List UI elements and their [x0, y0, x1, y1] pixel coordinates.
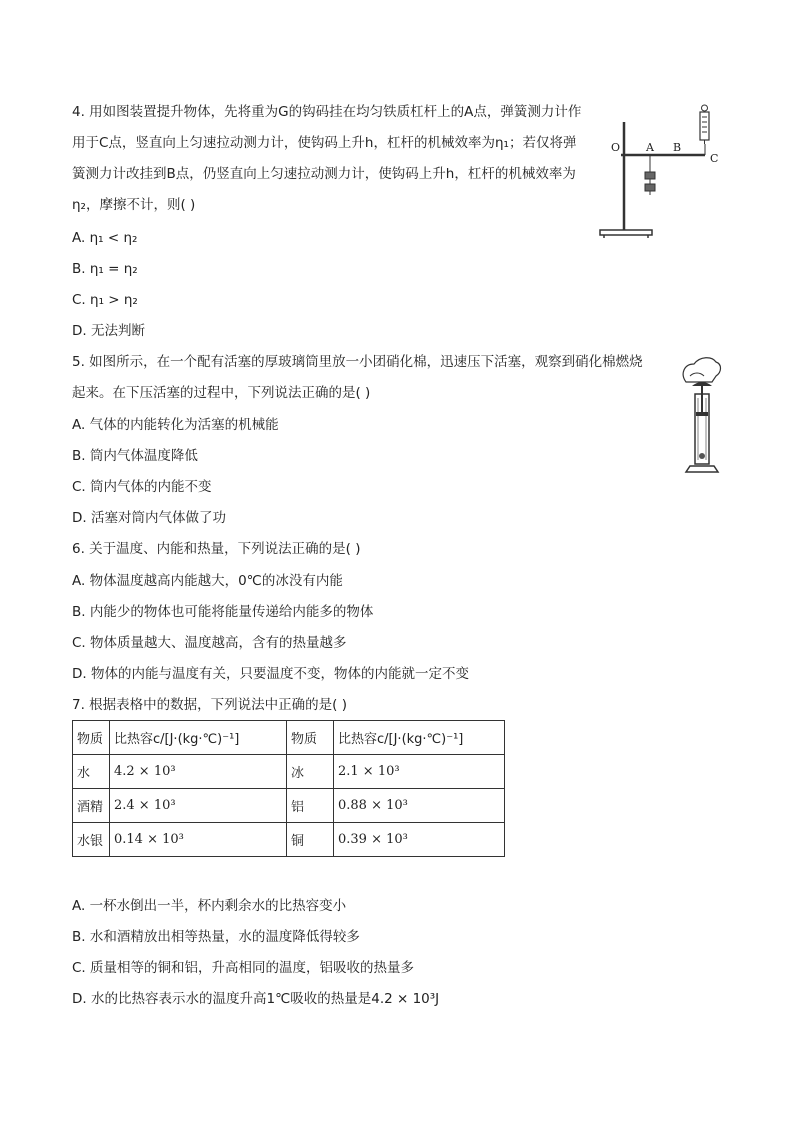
q6-question: 6. 关于温度、内能和热量，下列说法正确的是( )	[72, 541, 361, 557]
table-cell: 4.2 × 10³	[110, 755, 287, 789]
q4-option-c[interactable]: C. η₁ > η₂	[72, 292, 138, 308]
q4-option-d[interactable]: D. 无法判断	[72, 323, 145, 339]
label-a: A	[646, 141, 654, 154]
table-cell: 0.88 × 10³	[334, 789, 505, 823]
q7-option-b[interactable]: B. 水和酒精放出相等热量，水的温度降低得较多	[72, 929, 360, 945]
q6-option-c[interactable]: C. 物体质量越大、温度越高，含有的热量越多	[72, 635, 347, 651]
q4-option-a[interactable]: A. η₁ < η₂	[72, 230, 138, 246]
q6-option-a[interactable]: A. 物体温度越高内能越大，0℃的冰没有内能	[72, 573, 343, 589]
table-cell: 酒精	[73, 789, 110, 823]
table-cell: 铝	[287, 789, 334, 823]
q7-question: 7. 根据表格中的数据，下列说法中正确的是( )	[72, 697, 347, 713]
table-cell: 铜	[287, 823, 334, 857]
table-header-cell: 物质	[73, 721, 110, 755]
table-header-row	[73, 721, 505, 755]
q4-line-3: 簧测力计改挂到B点，仍竖直向上匀速拉动测力计，使钩码上升h，杠杆的机械效率为	[72, 166, 576, 182]
q5-option-d[interactable]: D. 活塞对筒内气体做了功	[72, 510, 226, 526]
table-header-cell: 物质	[287, 721, 334, 755]
table-cell: 0.39 × 10³	[334, 823, 505, 857]
q4-line-1: 4. 用如图装置提升物体，先将重为G的钩码挂在均匀铁质杠杆上的A点，弹簧测力计作	[72, 104, 582, 120]
label-o: O	[611, 141, 621, 154]
q5-line-2: 起来。在下压活塞的过程中，下列说法正确的是( )	[72, 385, 371, 401]
lever-apparatus-figure	[595, 100, 735, 245]
table-cell: 2.4 × 10³	[110, 789, 287, 823]
q5-line-1: 5. 如图所示，在一个配有活塞的厚玻璃筒里放一小团硝化棉，迅速压下活塞，观察到硝化棉燃烧	[72, 354, 643, 370]
q7-option-a[interactable]: A. 一杯水倒出一半，杯内剩余水的比热容变小	[72, 898, 347, 914]
q5-option-b[interactable]: B. 筒内气体温度降低	[72, 448, 198, 464]
table-cell: 冰	[287, 755, 334, 789]
piston-cylinder-figure	[672, 352, 732, 482]
label-b: B	[673, 141, 682, 154]
q7-option-c[interactable]: C. 质量相等的铜和铝，升高相同的温度，铝吸收的热量多	[72, 960, 415, 976]
q5-option-c[interactable]: C. 筒内气体的内能不变	[72, 479, 212, 495]
table-header-cell: 比热容c/[J·(kg·℃)⁻¹]	[110, 721, 287, 755]
q4-option-b[interactable]: B. η₁ = η₂	[72, 261, 138, 277]
label-c: C	[710, 152, 719, 165]
table-cell: 2.1 × 10³	[334, 755, 505, 789]
specific-heat-table	[72, 720, 505, 857]
table-row	[73, 755, 505, 789]
q6-option-d[interactable]: D. 物体的内能与温度有关，只要温度不变，物体的内能就一定不变	[72, 666, 469, 682]
q5-option-a[interactable]: A. 气体的内能转化为活塞的机械能	[72, 417, 279, 433]
q4-line-2: 用于C点，竖直向上匀速拉动测力计，使钩码上升h，杠杆的机械效率为η₁；若仅将弹	[72, 135, 577, 151]
table-cell: 0.14 × 10³	[110, 823, 287, 857]
table-cell: 水	[73, 755, 110, 789]
q7-option-d[interactable]: D. 水的比热容表示水的温度升高1℃吸收的热量是4.2 × 10³J	[72, 991, 440, 1007]
q4-line-4: η₂，摩擦不计，则( )	[72, 197, 196, 213]
table-header-cell: 比热容c/[J·(kg·℃)⁻¹]	[334, 721, 505, 755]
table-row	[73, 789, 505, 823]
table-cell: 水银	[73, 823, 110, 857]
table-row	[73, 823, 505, 857]
q6-option-b[interactable]: B. 内能少的物体也可能将能量传递给内能多的物体	[72, 604, 374, 620]
